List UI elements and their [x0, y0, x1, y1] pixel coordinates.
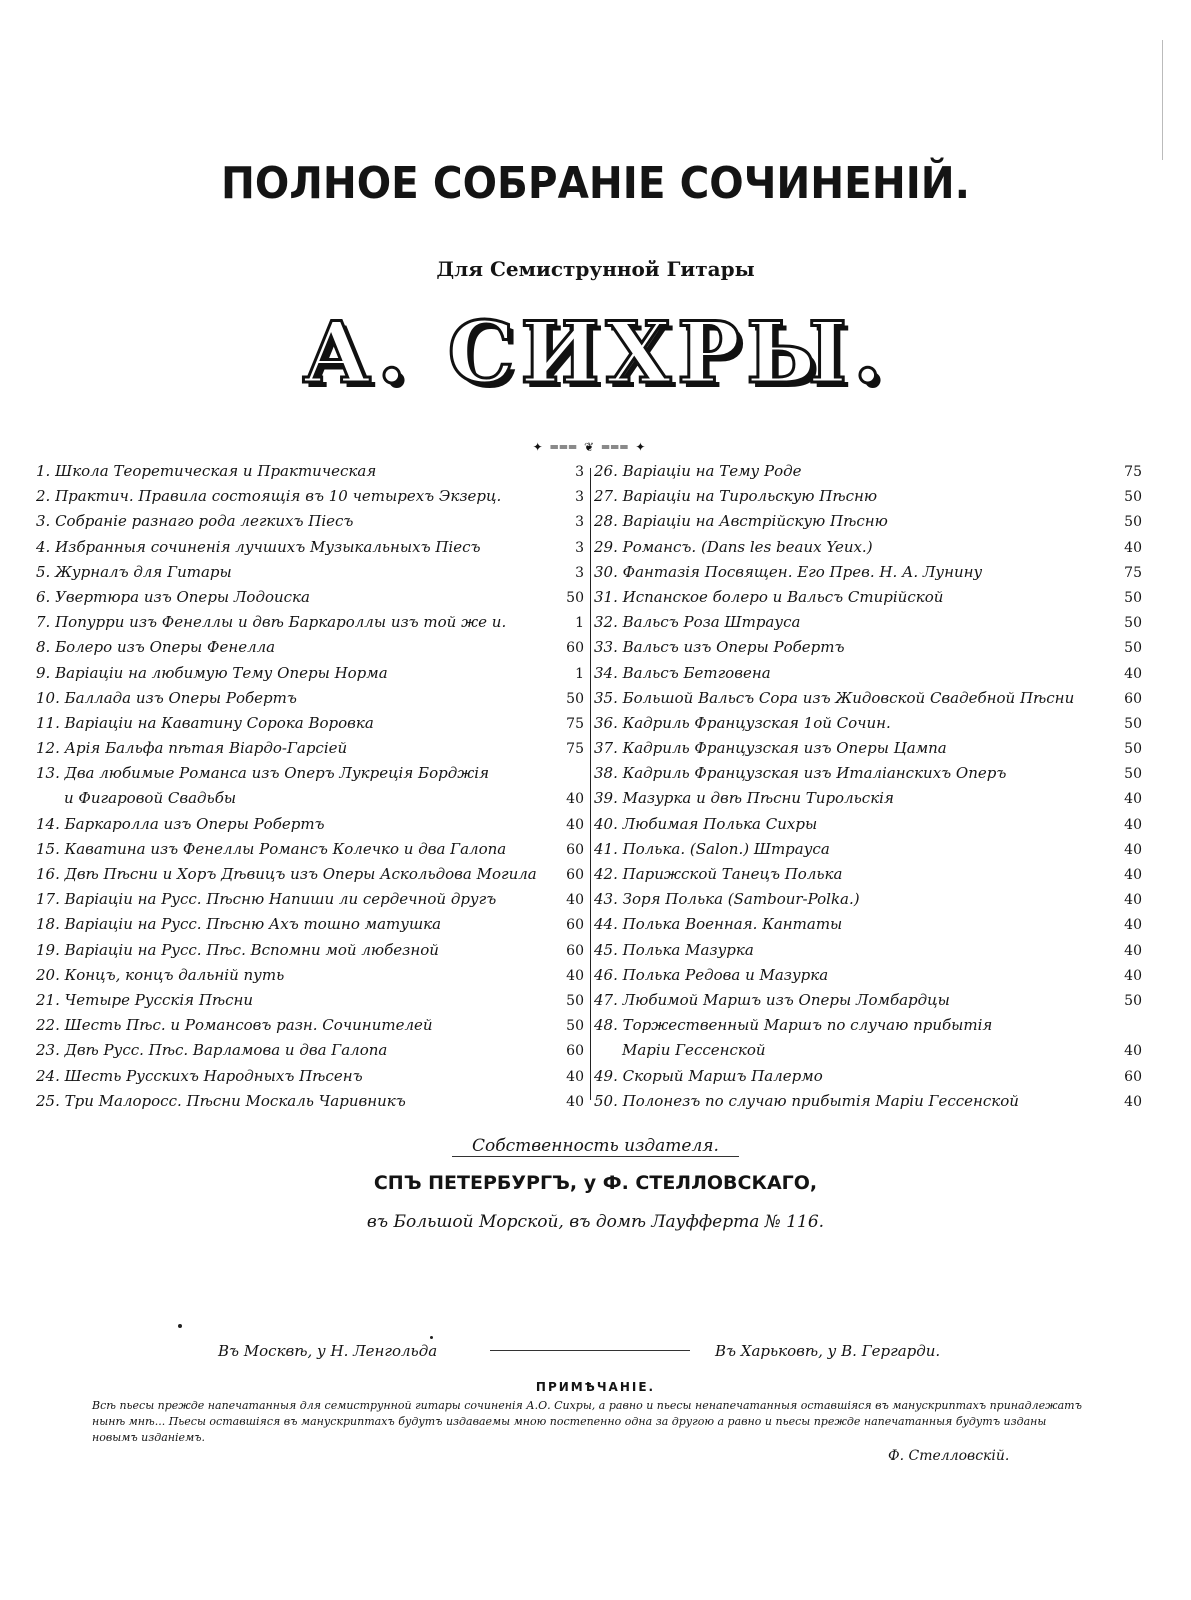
- contents-item: [594, 991, 1142, 1016]
- contents-item: [594, 789, 1142, 814]
- note-text: Всѣ пьесы прежде напечатанныя для семиструнной гитары сочиненія А.О. Сихры, а равно и пьесы ненапечатанныя оставшіяся въ манускриптахъ принадлежатъ нынѣ мнѣ... Пьесы оставшіяся въ манускриптахъ будутъ издаваемы мною постепенно одна за другою а равно и пьесы прежде напечатанныя будутъ изданы новымъ изданіемъ.: [92, 1399, 1082, 1444]
- contents-item-title: 2. Практич. Правила состоящія въ 10 четырехъ Экзерц.: [36, 487, 502, 506]
- publisher-address: въ Большой Морской, въ домѣ Лауфферта № 116.: [366, 1212, 825, 1232]
- contents-item: [594, 840, 1142, 865]
- contents-item-price: 75: [1124, 564, 1142, 581]
- ink-speck: [178, 1324, 182, 1328]
- contents-item-price: 40: [1124, 816, 1142, 833]
- contents-item: [36, 613, 584, 638]
- contents-item: [36, 563, 584, 588]
- contents-item: [36, 462, 584, 487]
- contents-item-price: 40: [1124, 1093, 1142, 1110]
- contents-item-title: 48. Торжественный Маршъ по случаю прибытія: [594, 1016, 993, 1035]
- contents-item: [36, 487, 584, 512]
- contents-item: [594, 512, 1142, 537]
- contents-item-price: 75: [1124, 464, 1142, 480]
- contents-item-title: 19. Варіаціи на Русс. Пѣс. Вспомни мой любезной: [36, 940, 439, 959]
- contents-item-price: 50: [1124, 741, 1142, 758]
- contents-item-title: 36. Кадриль Французская 1ой Сочин.: [594, 713, 891, 732]
- publisher-city: СПЪ ПЕТЕРБУРГЪ, у Ф. СТЕЛЛОВСКАГО,: [373, 1172, 818, 1194]
- contents-item: [36, 664, 584, 689]
- contents-item-price: 3: [575, 489, 584, 506]
- contents-item: [594, 1092, 1142, 1117]
- contents-item-price: 3: [575, 564, 584, 581]
- contents-item-price: 40: [566, 967, 584, 984]
- contents-item-title: 24. Шесть Русскихъ Народныхъ Пѣсенъ: [36, 1066, 363, 1085]
- contents-item-title: 49. Скорый Маршъ Палермо: [594, 1066, 823, 1085]
- contents-item-title: 40. Любимая Полька Сихры: [594, 814, 818, 833]
- contents-item-price: 40: [1124, 917, 1142, 934]
- contents-item-title: 4. Избранныя сочиненія лучшихъ Музыкальныхъ Піесъ: [36, 537, 481, 556]
- contents-item: [594, 941, 1142, 966]
- contents-item: [36, 764, 584, 789]
- contents-item-price: 3: [575, 464, 584, 480]
- contents-item-title: 10. Баллада изъ Оперы Робертъ: [36, 688, 297, 707]
- contents-item-price: 60: [566, 867, 584, 883]
- contents-item-title: 38. Кадриль Французская изъ Италіанскихъ Оперъ: [594, 764, 1007, 783]
- contents-item-title: 44. Полька Военная. Кантаты: [594, 915, 843, 934]
- contents-item: [594, 613, 1142, 638]
- contents-item: [36, 941, 584, 966]
- contents-item-title: 17. Варіаціи на Русс. Пѣсню Напиши ли сердечной другъ: [36, 890, 497, 909]
- contents-item-price: 3: [575, 514, 584, 531]
- contents-item-price: 40: [566, 791, 584, 808]
- contents-item: [594, 714, 1142, 739]
- contents-item-price: 50: [1124, 615, 1142, 632]
- ownership-line: [0, 1136, 1191, 1156]
- contents-item-title: 45. Полька Мазурка: [594, 940, 754, 959]
- contents-item: [36, 1041, 584, 1066]
- contents-item-title: 30. Фантазія Посвящен. Его Прев. Н. А. Лунину: [594, 562, 983, 581]
- ornament-divider: ✦ ═══ ❦ ═══ ✦: [532, 440, 648, 454]
- contents-item-price: 60: [566, 942, 584, 959]
- contents-item-price: 60: [566, 841, 584, 858]
- contents-item-title: 41. Полька. (Salon.) Штрауса: [594, 839, 830, 858]
- contents-item-title: 50. Полонезъ по случаю прибытія Маріи Гессенской: [594, 1091, 1019, 1110]
- contents-item-price: 50: [1124, 514, 1142, 531]
- contents-item-title: и Фигаровой Свадьбы: [64, 789, 237, 808]
- contents-item-title: 32. Вальсъ Роза Штрауса: [594, 613, 801, 632]
- contents-item: [36, 689, 584, 714]
- agents-line: [0, 1342, 1191, 1366]
- contents-item: [594, 664, 1142, 689]
- contents-item-title: 5. Журналъ для Гитары: [36, 562, 232, 581]
- contents-item-title: 16. Двѣ Пѣсни и Хоръ Дѣвицъ изъ Оперы Аскольдова Могила: [36, 865, 537, 883]
- contents-item: [36, 1067, 584, 1092]
- contents-item: [594, 764, 1142, 789]
- contents-item-title: 6. Увертюра изъ Оперы Лодоиска: [36, 587, 310, 606]
- ownership-text: Собственность издателя.: [452, 1136, 739, 1157]
- contents-item: [36, 865, 584, 890]
- contents-item-title: 7. Попурри изъ Фенеллы и двѣ Баркароллы изъ той же и.: [36, 613, 507, 632]
- contents-item: [36, 538, 584, 563]
- contents-item: [594, 815, 1142, 840]
- contents-item: [594, 689, 1142, 714]
- contents-item-price: 40: [1124, 1043, 1142, 1060]
- contents-item-price: 60: [566, 1043, 584, 1060]
- contents-item: [594, 739, 1142, 764]
- contents-item: [594, 890, 1142, 915]
- contents-item-price: 40: [1124, 942, 1142, 959]
- contents-item-price: 50: [566, 1018, 584, 1035]
- agent-kharkov: Въ Харьковѣ, у В. Гергарди.: [715, 1342, 941, 1360]
- contents-item-title: 21. Четыре Русскія Пѣсни: [36, 990, 254, 1009]
- contents-item: [594, 638, 1142, 663]
- contents-item-price: 3: [575, 539, 584, 556]
- contents-item-title: 42. Парижской Танецъ Полька: [594, 865, 843, 883]
- contents-item-price: 40: [566, 892, 584, 909]
- contents-item-title: 34. Вальсъ Бетговена: [594, 663, 771, 682]
- contents-item-price: 50: [1124, 766, 1142, 783]
- contents-right-column: [594, 462, 1142, 1117]
- contents-item-price: 60: [566, 917, 584, 934]
- contents-item-price: 40: [1124, 539, 1142, 556]
- contents-item: [36, 840, 584, 865]
- contents-item-price: 50: [1124, 992, 1142, 1009]
- contents-item: [594, 563, 1142, 588]
- contents-item-title: 14. Баркаролла изъ Оперы Робертъ: [36, 814, 325, 833]
- contents-item: [594, 1016, 1142, 1041]
- contents-item: [594, 588, 1142, 613]
- contents-item-price: 40: [566, 1093, 584, 1110]
- contents-item: [594, 1067, 1142, 1092]
- contents-item-price: 40: [566, 816, 584, 833]
- contents-item-title: 29. Романсъ. (Dans les beaux Yeux.): [594, 537, 873, 556]
- contents-item-price: 40: [1124, 967, 1142, 984]
- contents-item: [594, 865, 1142, 890]
- contents-item: [36, 638, 584, 663]
- contents-item: [36, 789, 584, 814]
- contents-item-price: 40: [1124, 867, 1142, 883]
- contents-item-title: 20. Концъ, концъ дальній путь: [36, 965, 285, 984]
- agent-moscow: Въ Москвѣ, у Н. Ленгольда: [218, 1342, 438, 1360]
- contents-item-price: 50: [1124, 715, 1142, 732]
- contents-item-price: 50: [566, 690, 584, 707]
- contents-item-title: 46. Полька Редова и Мазурка: [594, 965, 829, 984]
- contents-item-title: 1. Школа Теоретическая и Практическая: [36, 462, 377, 480]
- contents-item-title: 18. Варіаціи на Русс. Пѣсню Ахъ тошно матушка: [36, 915, 442, 934]
- contents-item-title: 13. Два любимые Романса изъ Оперъ Лукреція Борджія: [36, 764, 489, 783]
- composer-name: А. СИХРЫ.: [302, 303, 889, 402]
- contents-item-title: Маріи Гессенской: [622, 1041, 766, 1060]
- ink-speck: [430, 1336, 433, 1339]
- contents-item-title: 26. Варіаціи на Тему Роде: [594, 462, 802, 480]
- contents-item: [594, 1041, 1142, 1066]
- contents-item-title: 15. Каватина изъ Фенеллы Романсъ Колечко и два Галопа: [36, 839, 507, 858]
- contents-item: [36, 966, 584, 991]
- contents-item-price: 50: [1124, 489, 1142, 506]
- contents-item-title: 22. Шесть Пѣс. и Романсовъ разн. Сочинителей: [36, 1016, 433, 1035]
- contents-item: [594, 966, 1142, 991]
- contents-item-price: 40: [566, 1068, 584, 1085]
- contents-item: [36, 815, 584, 840]
- contents-item-title: 37. Кадриль Французская изъ Оперы Цампа: [594, 739, 947, 758]
- contents-item-price: 1: [575, 615, 584, 632]
- contents-item: [594, 462, 1142, 487]
- contents-item: [36, 588, 584, 613]
- contents-item-price: 40: [1124, 665, 1142, 682]
- contents-item-title: 31. Испанское болеро и Вальсъ Стирійской: [594, 587, 944, 606]
- publisher-signature: Ф. Стелловскій.: [888, 1448, 1010, 1464]
- contents-item-price: 75: [566, 741, 584, 758]
- contents-item-price: 50: [566, 589, 584, 606]
- contents-item-price: 60: [1124, 1068, 1142, 1085]
- contents-item: [36, 714, 584, 739]
- contents-item-title: 25. Три Малоросс. Пѣсни Москаль Чаривникъ: [36, 1091, 406, 1110]
- contents-item-price: 40: [1124, 892, 1142, 909]
- contents-item-price: 60: [566, 640, 584, 657]
- contents-item: [36, 1016, 584, 1041]
- contents-item-price: 75: [566, 715, 584, 732]
- contents-item: [36, 1092, 584, 1117]
- page-title: ПОЛНОЕ СОБРАНІЕ СОЧИНЕНІЙ.: [220, 158, 971, 209]
- contents-item-title: 33. Вальсъ изъ Оперы Робертъ: [594, 638, 845, 657]
- page-edge-mark: [1162, 40, 1163, 160]
- contents-item-price: 1: [575, 665, 584, 682]
- note-heading: ПРИМѢЧАНІЕ.: [535, 1380, 656, 1394]
- contents-item-price: 50: [566, 992, 584, 1009]
- contents-item-title: 43. Зоря Полька (Sambour-Polka.): [594, 890, 860, 909]
- contents-item-title: 35. Большой Вальсъ Сора изъ Жидовской Свадебной Пѣсни: [594, 688, 1075, 707]
- contents-item-title: 8. Болеро изъ Оперы Фенелла: [36, 638, 276, 657]
- contents-item: [36, 512, 584, 537]
- contents-item: [36, 890, 584, 915]
- contents-item: [36, 991, 584, 1016]
- contents-item-title: 27. Варіаціи на Тирольскую Пѣсню: [594, 487, 878, 506]
- contents-item: [594, 538, 1142, 563]
- contents-item-title: 47. Любимой Маршъ изъ Оперы Ломбардцы: [594, 990, 950, 1009]
- contents-item-price: 40: [1124, 791, 1142, 808]
- agents-divider: [490, 1350, 690, 1351]
- contents-item-title: 39. Мазурка и двѣ Пѣсни Тирольскія: [594, 789, 894, 808]
- contents-item-title: 11. Варіаціи на Каватину Сорока Воровка: [36, 713, 374, 732]
- contents-item: [36, 739, 584, 764]
- contents-item-title: 28. Варіаціи на Австрійскую Пѣсню: [594, 512, 888, 531]
- contents-item-price: 50: [1124, 640, 1142, 657]
- contents-item-price: 40: [1124, 841, 1142, 858]
- contents-item: [36, 915, 584, 940]
- contents-item-title: 9. Варіаціи на любимую Тему Оперы Норма: [36, 663, 388, 682]
- contents-item: [594, 915, 1142, 940]
- contents-item-price: 50: [1124, 589, 1142, 606]
- contents-item-title: 23. Двѣ Русс. Пѣс. Варламова и два Галопа: [36, 1041, 388, 1060]
- contents-item: [594, 487, 1142, 512]
- contents-item-price: 60: [1124, 690, 1142, 707]
- contents-item-title: 3. Собраніе разнаго рода легкихъ Піесъ: [36, 512, 354, 531]
- column-divider: [590, 468, 591, 1100]
- contents-left-column: [36, 462, 584, 1117]
- contents-item-title: 12. Арія Бальфа пѣтая Віардо-Гарсіей: [36, 739, 348, 758]
- subtitle: Для Семиструнной Гитары: [436, 257, 755, 281]
